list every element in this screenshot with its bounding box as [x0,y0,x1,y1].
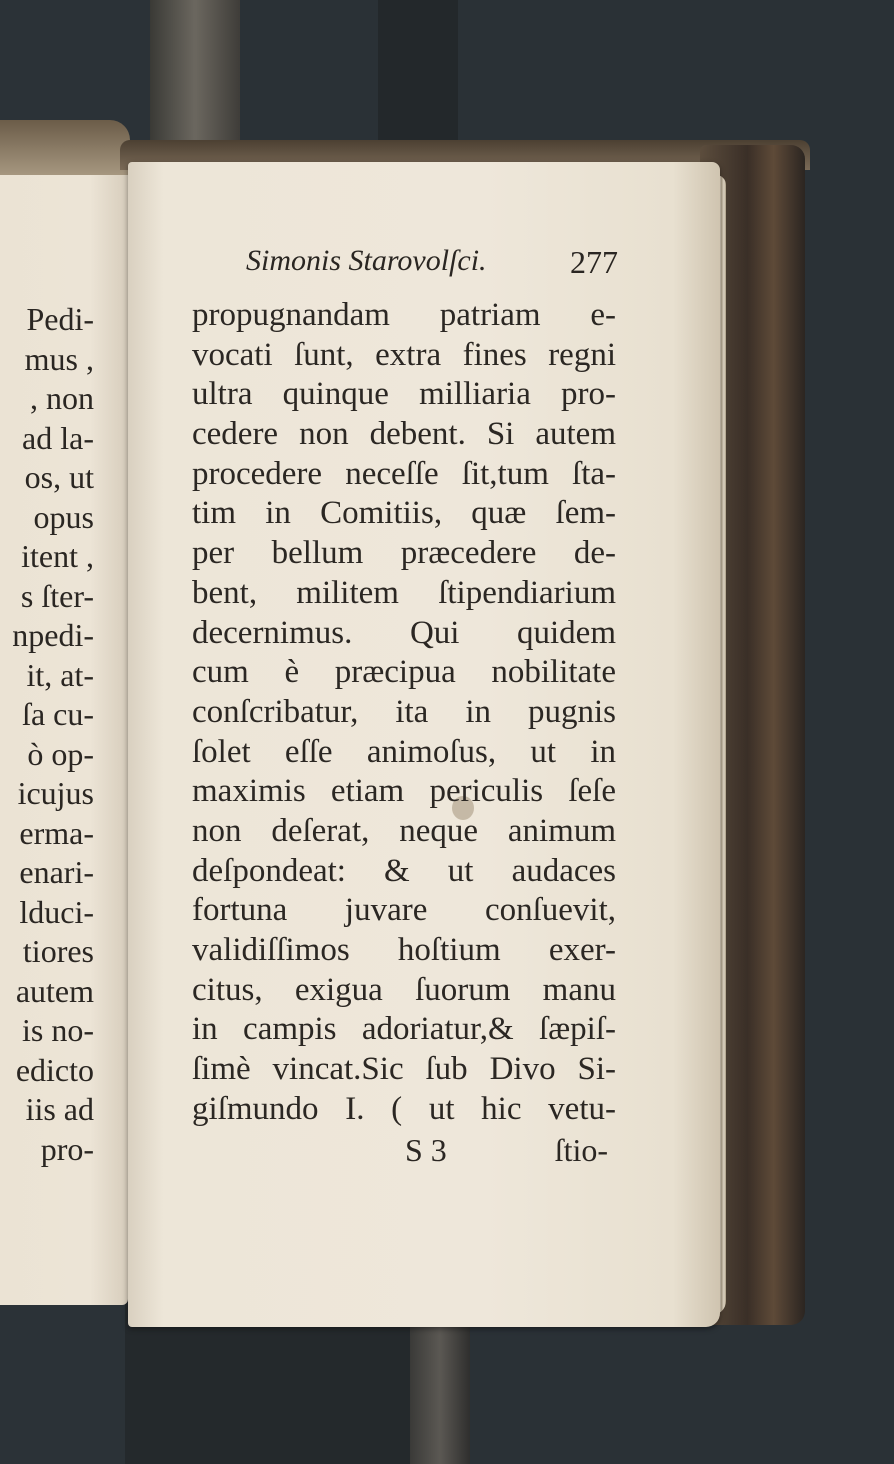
left-page-line: npedi- [12,617,94,653]
page-body-text [192,296,616,1129]
left-page-line: os, ut [24,459,94,495]
text-line: decernimus. Qui quidem [192,614,616,651]
text-line: conſcribatur, ita in pugnis [192,693,616,730]
left-page-line: enari- [19,854,94,890]
text-line: procedere neceſſe ſit,tum ſta- [192,455,616,492]
left-page-text [12,300,94,1169]
text-line: ſolet eſſe animoſus, ut in [192,733,616,770]
left-page-line: tiores [22,933,94,969]
left-page-line: Pedi- [26,301,94,337]
text-line: cedere non debent. Si autem [192,416,616,453]
text-line: deſpondeat: & ut audaces [192,852,616,889]
left-page [0,175,128,1305]
signature-mark: S 3 [405,1132,447,1168]
text-line: propugnandam patriam e- [192,297,616,333]
left-page-line: opus [33,498,94,535]
left-page-line: s ſter- [20,577,94,614]
running-head-title: Simonis Starovolſci. [246,244,487,277]
text-line: in campis adoriatur,& ſæpiſ- [192,1011,616,1048]
left-page-line: autem [15,972,94,1009]
text-line: vocati ſunt, extra fines regni [192,336,616,373]
text-line: validiſſimos hoſtium exer- [192,932,616,968]
left-page-line: erma- [19,814,94,851]
left-page-line: ſa cu- [22,696,94,732]
left-page-line: mus , [24,340,94,377]
text-line: maximis etiam periculis ſeſe [192,773,616,810]
page-number: 277 [570,244,618,280]
running-head [246,244,618,284]
text-line: citus, exigua ſuorum manu [192,971,616,1008]
left-page-line: itent , [21,538,94,574]
text-line: non deſerat, neque animum [192,812,616,849]
page-footer [192,1132,616,1172]
text-line: ſimè vincat.Sic ſub Divo Si- [192,1051,616,1088]
catchword: ſtio- [554,1132,608,1168]
left-page-line: ò op- [27,735,94,772]
text-line: cum è præcipua nobilitate [192,654,616,691]
left-page-line: is no- [22,1012,94,1048]
text-line: giſmundo I. ( ut hic vetu- [192,1090,616,1127]
left-page-line: iis ad [25,1091,94,1127]
left-page-line: edicto [15,1051,94,1088]
text-line: tim in Comitiis, quæ ſem- [192,495,616,532]
left-page-line: , non [30,380,94,416]
left-page-line: pro- [40,1130,94,1167]
text-line: ultra quinque milliaria pro- [192,376,616,413]
text-line: per bellum præcedere de- [192,535,616,572]
text-line: fortuna juvare conſuevit, [192,892,616,929]
left-page-line: it, at- [26,656,94,693]
left-page-line: ad la- [22,419,94,456]
text-line: bent, militem ſtipendiarium [192,574,616,611]
left-page-line: icujus [17,775,94,811]
left-page-line: lduci- [19,893,94,930]
